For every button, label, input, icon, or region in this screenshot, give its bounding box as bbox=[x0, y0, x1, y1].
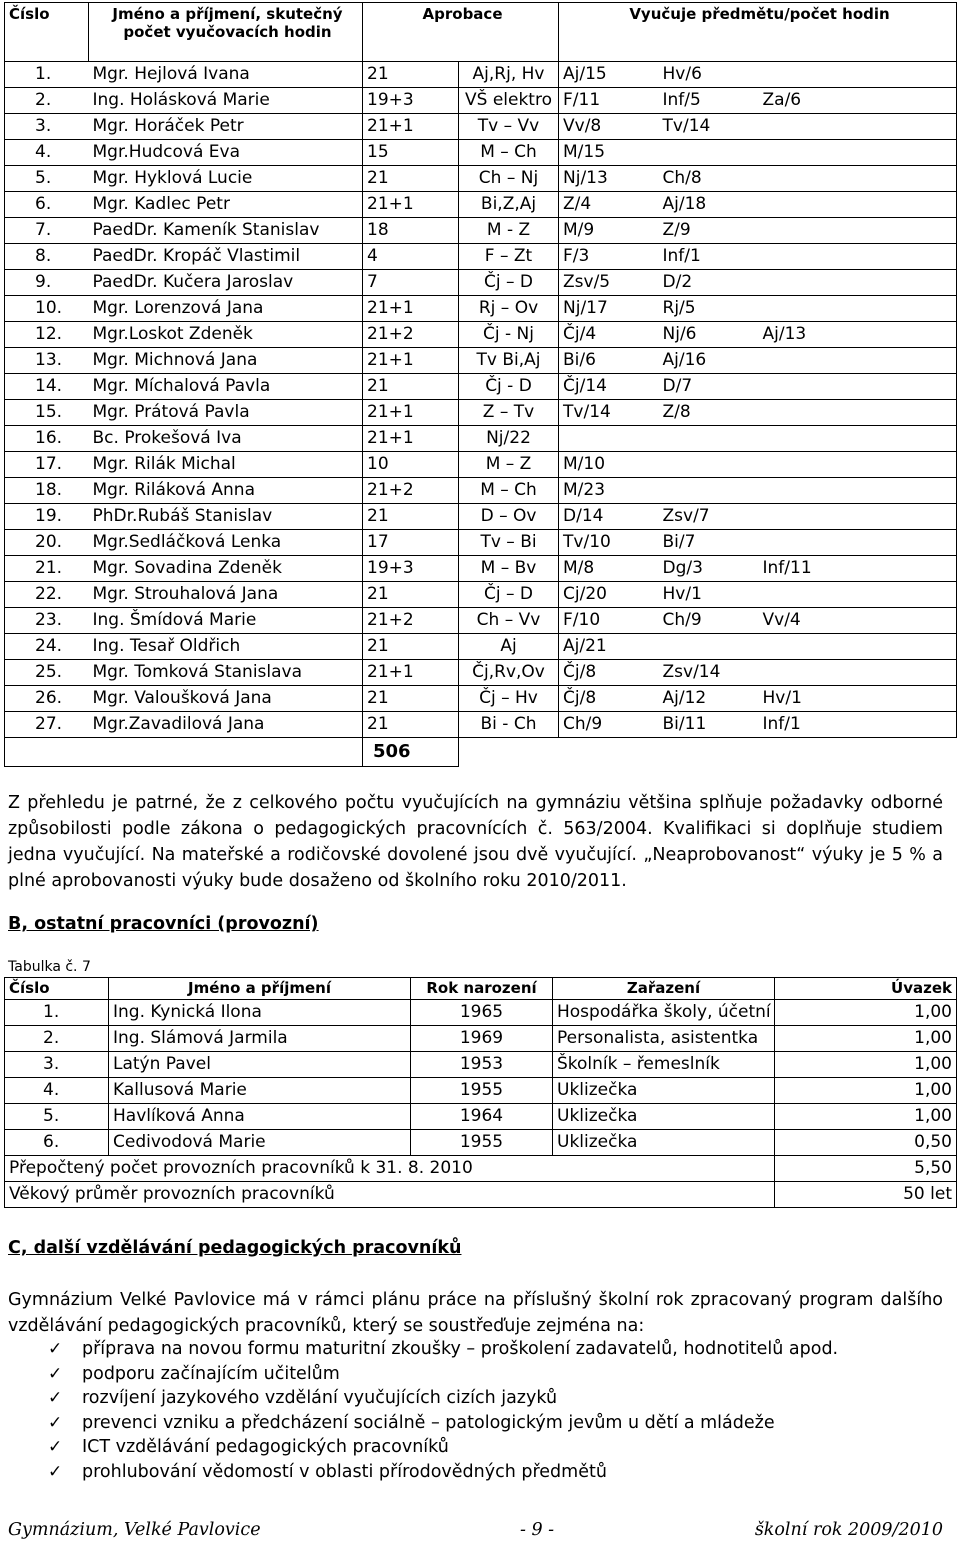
teacher-subject-2: Hv/6 bbox=[659, 62, 759, 88]
teacher-subject-1: Cj/20 bbox=[559, 582, 659, 608]
teacher-name: Mgr. Riláková Anna bbox=[89, 478, 363, 504]
staff-name: Ing. Kynická Ilona bbox=[109, 1000, 411, 1026]
staff-position: Uklizečka bbox=[553, 1104, 775, 1130]
teacher-name: Mgr.Loskot Zdeněk bbox=[89, 322, 363, 348]
checklist-item bbox=[48, 1435, 838, 1460]
teacher-row bbox=[5, 686, 957, 712]
teacher-name: Mgr. Hyklová Lucie bbox=[89, 166, 363, 192]
teacher-hours: 15 bbox=[363, 140, 459, 166]
teachers-table bbox=[4, 2, 957, 767]
staff-summary-row bbox=[5, 1182, 957, 1208]
teacher-row bbox=[5, 504, 957, 530]
teacher-row bbox=[5, 374, 957, 400]
teacher-subject-3 bbox=[759, 218, 957, 244]
staff-position: Hospodářka školy, účetní bbox=[553, 1000, 775, 1026]
staff-summary-row bbox=[5, 1156, 957, 1182]
teacher-aprobace: Tv Bi,Aj bbox=[459, 348, 559, 374]
teacher-name: PaedDr. Kameník Stanislav bbox=[89, 218, 363, 244]
teacher-subject-3: Aj/13 bbox=[759, 322, 957, 348]
teacher-aprobace: Čj – D bbox=[459, 270, 559, 296]
teacher-row bbox=[5, 712, 957, 738]
teacher-hours: 21+1 bbox=[363, 660, 459, 686]
header-teaches: Vyučuje předmětu/počet hodin bbox=[559, 3, 957, 62]
teacher-number: 8. bbox=[5, 244, 89, 270]
teacher-aprobace: Aj bbox=[459, 634, 559, 660]
teacher-subject-1: M/23 bbox=[559, 478, 659, 504]
teacher-name: Ing. Šmídová Marie bbox=[89, 608, 363, 634]
teacher-number: 19. bbox=[5, 504, 89, 530]
teacher-subject-2: Nj/6 bbox=[659, 322, 759, 348]
teacher-subject-3: Vv/4 bbox=[759, 608, 957, 634]
teacher-name: PaedDr. Kučera Jaroslav bbox=[89, 270, 363, 296]
teacher-aprobace: Ch – Nj bbox=[459, 166, 559, 192]
staff-header-number: Číslo bbox=[5, 978, 109, 1000]
teacher-row bbox=[5, 478, 957, 504]
teacher-subject-2: Rj/5 bbox=[659, 296, 759, 322]
teacher-row bbox=[5, 218, 957, 244]
staff-number: 6. bbox=[5, 1130, 109, 1156]
teacher-number: 22. bbox=[5, 582, 89, 608]
teacher-subject-3: Inf/11 bbox=[759, 556, 957, 582]
teacher-subject-1: D/14 bbox=[559, 504, 659, 530]
staff-row bbox=[5, 1026, 957, 1052]
staff-name: Latýn Pavel bbox=[109, 1052, 411, 1078]
teacher-hours: 21+2 bbox=[363, 608, 459, 634]
teacher-subject-2: Tv/14 bbox=[659, 114, 759, 140]
teacher-aprobace: Bi - Ch bbox=[459, 712, 559, 738]
teacher-subject-2 bbox=[659, 140, 759, 166]
staff-body bbox=[5, 1000, 957, 1208]
teacher-row bbox=[5, 426, 957, 452]
checklist-item bbox=[48, 1386, 838, 1411]
teacher-subject-3 bbox=[759, 452, 957, 478]
header-number: Číslo bbox=[5, 3, 89, 62]
staff-load: 0,50 bbox=[775, 1130, 957, 1156]
teacher-subject-3 bbox=[759, 426, 957, 452]
staff-number: 2. bbox=[5, 1026, 109, 1052]
teacher-number: 12. bbox=[5, 322, 89, 348]
teacher-subject-1: M/15 bbox=[559, 140, 659, 166]
staff-load: 1,00 bbox=[775, 1104, 957, 1130]
teacher-row bbox=[5, 62, 957, 88]
teacher-aprobace: F – Zt bbox=[459, 244, 559, 270]
staff-header-position: Zařazení bbox=[553, 978, 775, 1000]
staff-load: 1,00 bbox=[775, 1078, 957, 1104]
teacher-subject-2 bbox=[659, 452, 759, 478]
teacher-number: 24. bbox=[5, 634, 89, 660]
teacher-aprobace: M – Ch bbox=[459, 478, 559, 504]
teacher-subject-2 bbox=[659, 426, 759, 452]
teacher-subject-2: Ch/8 bbox=[659, 166, 759, 192]
teacher-number: 1. bbox=[5, 62, 89, 88]
teacher-hours: 21 bbox=[363, 62, 459, 88]
teacher-subject-3 bbox=[759, 634, 957, 660]
teacher-subject-1: Čj/8 bbox=[559, 660, 659, 686]
staff-number: 1. bbox=[5, 1000, 109, 1026]
checkmark-icon: ✓ bbox=[48, 1363, 63, 1384]
teacher-subject-1: Tv/14 bbox=[559, 400, 659, 426]
staff-row bbox=[5, 1104, 957, 1130]
teacher-hours: 7 bbox=[363, 270, 459, 296]
teacher-subject-3 bbox=[759, 114, 957, 140]
staff-name: Cedivodová Marie bbox=[109, 1130, 411, 1156]
checkmark-icon: ✓ bbox=[48, 1388, 63, 1409]
teacher-subject-3 bbox=[759, 478, 957, 504]
teacher-aprobace: M – Bv bbox=[459, 556, 559, 582]
teacher-subject-2: Zsv/7 bbox=[659, 504, 759, 530]
teacher-hours: 21 bbox=[363, 374, 459, 400]
teacher-number: 17. bbox=[5, 452, 89, 478]
teacher-name: Mgr. Rilák Michal bbox=[89, 452, 363, 478]
teacher-number: 25. bbox=[5, 660, 89, 686]
teacher-row bbox=[5, 192, 957, 218]
teacher-name: Mgr.Hudcová Eva bbox=[89, 140, 363, 166]
staff-number: 4. bbox=[5, 1078, 109, 1104]
teacher-subject-2: Ch/9 bbox=[659, 608, 759, 634]
teacher-number: 5. bbox=[5, 166, 89, 192]
teacher-row bbox=[5, 296, 957, 322]
teacher-row bbox=[5, 530, 957, 556]
teacher-subject-2: Z/9 bbox=[659, 218, 759, 244]
teacher-subject-3 bbox=[759, 400, 957, 426]
teacher-subject-2: Z/8 bbox=[659, 400, 759, 426]
teacher-hours: 21 bbox=[363, 504, 459, 530]
program-paragraph-text: Gymnázium Velké Pavlovice má v rámci plánu práce na příslušný školní rok zpracovaný program dalšího vzdělávání pedagogických pracovníků, který se soustřeďuje zejména na: bbox=[8, 1290, 943, 1336]
teacher-subject-1: Čj/4 bbox=[559, 322, 659, 348]
staff-load: 1,00 bbox=[775, 1052, 957, 1078]
teacher-aprobace: Čj – Hv bbox=[459, 686, 559, 712]
teacher-aprobace: M – Ch bbox=[459, 140, 559, 166]
footer-school-year: školní rok 2009/2010 bbox=[754, 1520, 943, 1540]
teacher-number: 18. bbox=[5, 478, 89, 504]
teacher-hours: 21+1 bbox=[363, 426, 459, 452]
teacher-aprobace: Bi,Z,Aj bbox=[459, 192, 559, 218]
teacher-subject-3: Inf/1 bbox=[759, 712, 957, 738]
checklist-item-text: prevenci vzniku a předcházení sociálně – patologickým jevům u dětí a mládeže bbox=[82, 1412, 775, 1433]
checklist-item bbox=[48, 1362, 838, 1387]
teacher-hours: 21+1 bbox=[363, 296, 459, 322]
teachers-total-row bbox=[5, 738, 957, 767]
teacher-row bbox=[5, 88, 957, 114]
teacher-number: 26. bbox=[5, 686, 89, 712]
teacher-subject-1: Nj/13 bbox=[559, 166, 659, 192]
teacher-subject-1: F/10 bbox=[559, 608, 659, 634]
teacher-subject-1: Aj/21 bbox=[559, 634, 659, 660]
teacher-subject-2 bbox=[659, 634, 759, 660]
teacher-name: Ing. Tesař Oldřich bbox=[89, 634, 363, 660]
teacher-hours: 21 bbox=[363, 712, 459, 738]
teacher-subject-3 bbox=[759, 660, 957, 686]
teacher-subject-3 bbox=[759, 296, 957, 322]
checklist-item bbox=[48, 1411, 838, 1436]
staff-load: 1,00 bbox=[775, 1000, 957, 1026]
teacher-hours: 19+3 bbox=[363, 556, 459, 582]
staff-number: 5. bbox=[5, 1104, 109, 1130]
teacher-hours: 18 bbox=[363, 218, 459, 244]
staff-load: 1,00 bbox=[775, 1026, 957, 1052]
teacher-subject-1: M/8 bbox=[559, 556, 659, 582]
teacher-row bbox=[5, 608, 957, 634]
teacher-name: Mgr. Valoušková Jana bbox=[89, 686, 363, 712]
teacher-subject-1: M/10 bbox=[559, 452, 659, 478]
staff-header-birth: Rok narození bbox=[411, 978, 553, 1000]
total-blank bbox=[5, 738, 363, 767]
teacher-hours: 21 bbox=[363, 582, 459, 608]
teacher-row bbox=[5, 452, 957, 478]
teacher-number: 13. bbox=[5, 348, 89, 374]
teacher-number: 23. bbox=[5, 608, 89, 634]
checklist-item bbox=[48, 1460, 838, 1485]
teacher-aprobace: Nj/22 bbox=[459, 426, 559, 452]
staff-name: Havlíková Anna bbox=[109, 1104, 411, 1130]
teacher-subject-3 bbox=[759, 244, 957, 270]
staff-row bbox=[5, 1000, 957, 1026]
footer-page-number: - 9 - bbox=[520, 1520, 555, 1540]
staff-position: Uklizečka bbox=[553, 1130, 775, 1156]
teacher-hours: 19+3 bbox=[363, 88, 459, 114]
staff-birth-year: 1955 bbox=[411, 1078, 553, 1104]
teacher-name: Mgr. Míchalová Pavla bbox=[89, 374, 363, 400]
teacher-name: Mgr.Zavadilová Jana bbox=[89, 712, 363, 738]
teacher-aprobace: M - Z bbox=[459, 218, 559, 244]
teacher-subject-2: Hv/1 bbox=[659, 582, 759, 608]
teacher-hours: 17 bbox=[363, 530, 459, 556]
staff-row bbox=[5, 1078, 957, 1104]
teacher-subject-2: D/2 bbox=[659, 270, 759, 296]
teacher-hours: 21+1 bbox=[363, 192, 459, 218]
teacher-row bbox=[5, 244, 957, 270]
teacher-subject-2: Inf/1 bbox=[659, 244, 759, 270]
teacher-subject-3 bbox=[759, 530, 957, 556]
teacher-subject-2: Aj/18 bbox=[659, 192, 759, 218]
teacher-number: 16. bbox=[5, 426, 89, 452]
teacher-name: Mgr.Sedláčková Lenka bbox=[89, 530, 363, 556]
checkmark-icon: ✓ bbox=[48, 1339, 63, 1359]
teacher-row bbox=[5, 322, 957, 348]
staff-birth-year: 1964 bbox=[411, 1104, 553, 1130]
teacher-number: 27. bbox=[5, 712, 89, 738]
staff-name: Ing. Slámová Jarmila bbox=[109, 1026, 411, 1052]
teacher-aprobace: Čj - Nj bbox=[459, 322, 559, 348]
teacher-aprobace: M – Z bbox=[459, 452, 559, 478]
teacher-aprobace: Aj,Rj, Hv bbox=[459, 62, 559, 88]
footer-school: Gymnázium, Velké Pavlovice bbox=[8, 1520, 261, 1540]
staff-birth-year: 1969 bbox=[411, 1026, 553, 1052]
teacher-aprobace: Rj – Ov bbox=[459, 296, 559, 322]
teacher-hours: 21 bbox=[363, 166, 459, 192]
teacher-aprobace: VŠ elektro bbox=[459, 88, 559, 114]
teacher-number: 7. bbox=[5, 218, 89, 244]
teacher-hours: 21+2 bbox=[363, 478, 459, 504]
teacher-subject-1: F/3 bbox=[559, 244, 659, 270]
teacher-row bbox=[5, 140, 957, 166]
staff-row bbox=[5, 1052, 957, 1078]
header-name: Jméno a příjmení, skutečný počet vyučovacích hodin bbox=[89, 3, 363, 62]
teacher-aprobace: Čj – D bbox=[459, 582, 559, 608]
teacher-subject-1: Z/4 bbox=[559, 192, 659, 218]
teacher-aprobace: Čj - D bbox=[459, 374, 559, 400]
teacher-name: Mgr. Lorenzová Jana bbox=[89, 296, 363, 322]
teacher-subject-3 bbox=[759, 166, 957, 192]
staff-header-row bbox=[5, 978, 957, 1000]
teacher-subject-1: Čj/14 bbox=[559, 374, 659, 400]
page-footer bbox=[8, 1520, 943, 1544]
checkmark-icon: ✓ bbox=[48, 1437, 63, 1458]
teacher-row bbox=[5, 348, 957, 374]
teacher-aprobace: Tv – Bi bbox=[459, 530, 559, 556]
teacher-aprobace: Ch – Vv bbox=[459, 608, 559, 634]
teacher-subject-3 bbox=[759, 348, 957, 374]
teacher-subject-3 bbox=[759, 270, 957, 296]
header-aprobace: Aprobace bbox=[363, 3, 559, 62]
teacher-subject-2: D/7 bbox=[659, 374, 759, 400]
teacher-subject-3: Za/6 bbox=[759, 88, 957, 114]
teachers-body bbox=[5, 62, 957, 767]
teacher-hours: 10 bbox=[363, 452, 459, 478]
teacher-name: PaedDr. Kropáč Vlastimil bbox=[89, 244, 363, 270]
teacher-hours: 21+2 bbox=[363, 322, 459, 348]
program-paragraph bbox=[8, 1287, 943, 1339]
teacher-name: Mgr. Prátová Pavla bbox=[89, 400, 363, 426]
teacher-number: 20. bbox=[5, 530, 89, 556]
teacher-name: Mgr. Sovadina Zdeněk bbox=[89, 556, 363, 582]
teacher-subject-3 bbox=[759, 582, 957, 608]
staff-header-name: Jméno a příjmení bbox=[109, 978, 411, 1000]
staff-header-load: Úvazek bbox=[775, 978, 957, 1000]
staff-summary-value: 5,50 bbox=[775, 1156, 957, 1182]
teacher-subject-1 bbox=[559, 426, 659, 452]
teacher-subject-3 bbox=[759, 62, 957, 88]
teacher-number: 14. bbox=[5, 374, 89, 400]
teacher-name: Mgr. Tomková Stanislava bbox=[89, 660, 363, 686]
checkmark-icon: ✓ bbox=[48, 1412, 63, 1433]
teacher-number: 10. bbox=[5, 296, 89, 322]
teacher-subject-1: F/11 bbox=[559, 88, 659, 114]
teacher-subject-1: M/9 bbox=[559, 218, 659, 244]
teacher-subject-3: Hv/1 bbox=[759, 686, 957, 712]
total-hours: 506 bbox=[363, 738, 459, 767]
staff-birth-year: 1955 bbox=[411, 1130, 553, 1156]
teacher-subject-3 bbox=[759, 374, 957, 400]
teacher-subject-3 bbox=[759, 140, 957, 166]
staff-name: Kallusová Marie bbox=[109, 1078, 411, 1104]
staff-position: Personalista, asistentka bbox=[553, 1026, 775, 1052]
staff-summary-value: 50 let bbox=[775, 1182, 957, 1208]
total-rest bbox=[459, 738, 957, 767]
teacher-hours: 21 bbox=[363, 686, 459, 712]
staff-position: Školník – řemeslník bbox=[553, 1052, 775, 1078]
teacher-subject-2: Zsv/14 bbox=[659, 660, 759, 686]
teacher-number: 9. bbox=[5, 270, 89, 296]
teacher-subject-2: Aj/12 bbox=[659, 686, 759, 712]
teacher-subject-2: Bi/11 bbox=[659, 712, 759, 738]
teacher-row bbox=[5, 270, 957, 296]
teacher-hours: 21+1 bbox=[363, 400, 459, 426]
teacher-name: Mgr. Michnová Jana bbox=[89, 348, 363, 374]
staff-table bbox=[4, 977, 957, 1208]
teacher-number: 4. bbox=[5, 140, 89, 166]
heading-b: B, ostatní pracovníci (provozní) bbox=[8, 914, 319, 934]
checklist-item-text: rozvíjení jazykového vzdělání vyučujících cizích jazyků bbox=[82, 1388, 558, 1409]
staff-position: Uklizečka bbox=[553, 1078, 775, 1104]
teacher-name: Mgr. Kadlec Petr bbox=[89, 192, 363, 218]
checkmark-icon: ✓ bbox=[48, 1461, 63, 1482]
teacher-hours: 4 bbox=[363, 244, 459, 270]
teacher-subject-1: Ch/9 bbox=[559, 712, 659, 738]
teacher-subject-2: Inf/5 bbox=[659, 88, 759, 114]
teacher-hours: 21 bbox=[363, 634, 459, 660]
teacher-subject-3 bbox=[759, 192, 957, 218]
teacher-name: Mgr. Strouhalová Jana bbox=[89, 582, 363, 608]
table-caption: Tabulka č. 7 bbox=[8, 959, 91, 975]
teacher-subject-2: Aj/16 bbox=[659, 348, 759, 374]
teacher-name: Bc. Prokešová Iva bbox=[89, 426, 363, 452]
checklist-item-text: příprava na novou formu maturitní zkoušky – proškolení zadavatelů, hodnotitelů apod. bbox=[82, 1339, 839, 1359]
teacher-subject-1: Čj/8 bbox=[559, 686, 659, 712]
checklist-item-text: ICT vzdělávání pedagogických pracovníků bbox=[82, 1437, 449, 1458]
teacher-subject-1: Zsv/5 bbox=[559, 270, 659, 296]
heading-c: C, další vzdělávání pedagogických pracovníků bbox=[8, 1238, 462, 1258]
teacher-row bbox=[5, 634, 957, 660]
summary-paragraph-text: Z přehledu je patrné, že z celkového počtu vyučujících na gymnáziu většina splňuje požadavky odborné způsobilosti podle zákona o pedagogických pracovnících č. 563/2004. Kvalifikaci si doplňuje studiem jedna vyučující. Na mateřské a rodičovské dovolené jsou dvě vyučující. „Neaprobovanost“ výuky je 5 % a plné aprobovanosti výuky bude dosaženo od školního roku 2010/2011. bbox=[8, 793, 943, 891]
teacher-hours: 21+1 bbox=[363, 348, 459, 374]
staff-summary-label: Věkový průměr provozních pracovníků bbox=[5, 1182, 775, 1208]
teacher-subject-2: Bi/7 bbox=[659, 530, 759, 556]
teacher-row bbox=[5, 114, 957, 140]
teacher-subject-1: Tv/10 bbox=[559, 530, 659, 556]
teacher-aprobace: Čj,Rv,Ov bbox=[459, 660, 559, 686]
staff-birth-year: 1965 bbox=[411, 1000, 553, 1026]
teacher-number: 21. bbox=[5, 556, 89, 582]
teacher-number: 15. bbox=[5, 400, 89, 426]
teacher-row bbox=[5, 556, 957, 582]
teacher-number: 3. bbox=[5, 114, 89, 140]
summary-paragraph bbox=[8, 790, 943, 894]
checklist-item-text: podporu začínajícím učitelům bbox=[82, 1363, 340, 1384]
training-checklist bbox=[48, 1337, 838, 1485]
teacher-hours: 21+1 bbox=[363, 114, 459, 140]
teacher-aprobace: Z – Tv bbox=[459, 400, 559, 426]
teacher-row bbox=[5, 166, 957, 192]
staff-row bbox=[5, 1130, 957, 1156]
teacher-subject-3 bbox=[759, 504, 957, 530]
teacher-subject-2 bbox=[659, 478, 759, 504]
teacher-subject-1: Bi/6 bbox=[559, 348, 659, 374]
checklist-item-text: prohlubování vědomostí v oblasti přírodovědných předmětů bbox=[82, 1461, 607, 1482]
teacher-number: 6. bbox=[5, 192, 89, 218]
teacher-subject-1: Aj/15 bbox=[559, 62, 659, 88]
teacher-number: 2. bbox=[5, 88, 89, 114]
teacher-name: PhDr.Rubáš Stanislav bbox=[89, 504, 363, 530]
staff-summary-label: Přepočtený počet provozních pracovníků k 31. 8. 2010 bbox=[5, 1156, 775, 1182]
teachers-header-row bbox=[5, 3, 957, 62]
staff-birth-year: 1953 bbox=[411, 1052, 553, 1078]
teacher-name: Mgr. Horáček Petr bbox=[89, 114, 363, 140]
teacher-subject-1: Nj/17 bbox=[559, 296, 659, 322]
checklist-item bbox=[48, 1337, 838, 1362]
teacher-row bbox=[5, 660, 957, 686]
teacher-aprobace: D – Ov bbox=[459, 504, 559, 530]
teacher-subject-1: Vv/8 bbox=[559, 114, 659, 140]
teacher-name: Ing. Holásková Marie bbox=[89, 88, 363, 114]
teacher-aprobace: Tv – Vv bbox=[459, 114, 559, 140]
teacher-subject-2: Dg/3 bbox=[659, 556, 759, 582]
teacher-row bbox=[5, 582, 957, 608]
teacher-name: Mgr. Hejlová Ivana bbox=[89, 62, 363, 88]
staff-number: 3. bbox=[5, 1052, 109, 1078]
teacher-row bbox=[5, 400, 957, 426]
